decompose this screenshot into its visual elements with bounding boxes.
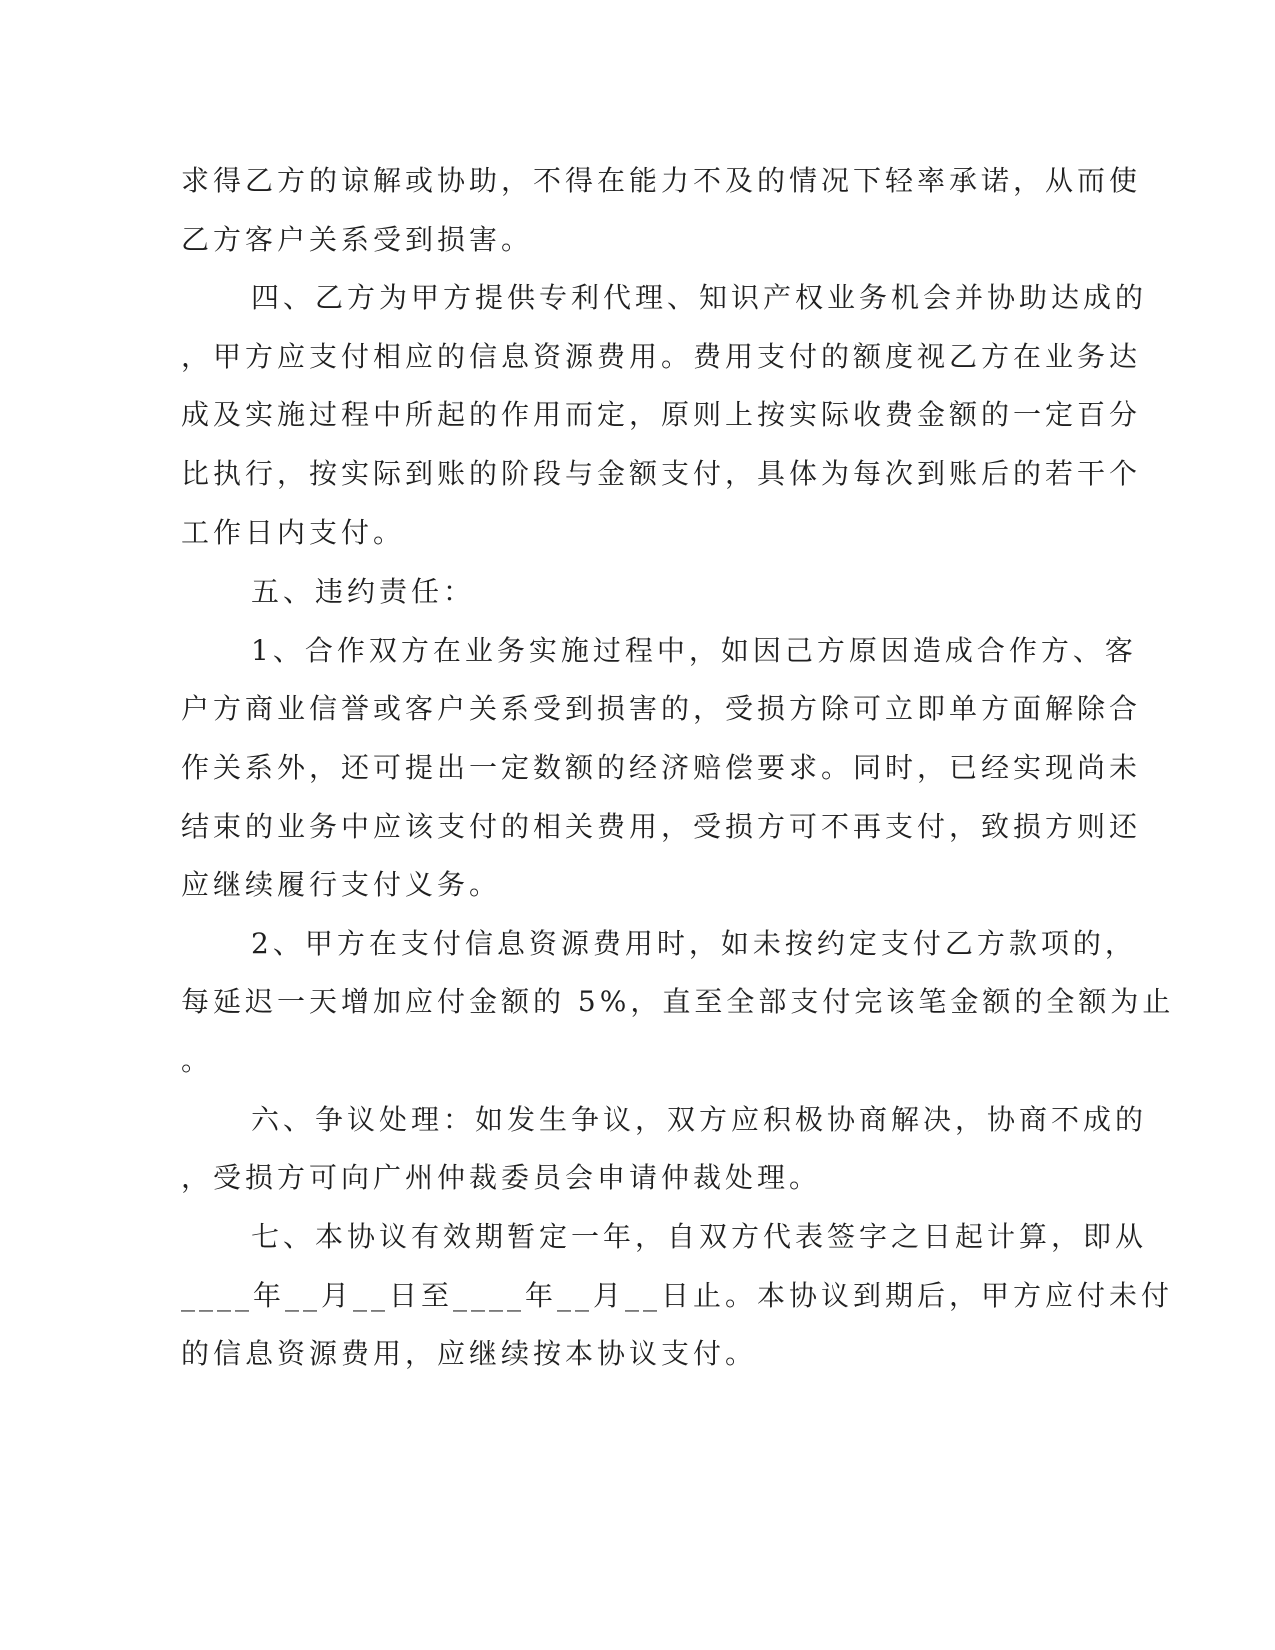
text-line: 工作日内支付。 [181,516,406,549]
text-line: 乙方客户关系受到损害。 [181,223,534,256]
text-line: 结束的业务中应该支付的相关费用，受损方可不再支付，致损方则还 [181,810,1142,843]
paragraph-start-line: 七、本协议有效期暂定一年，自双方代表签字之日起计算，即从 [251,1220,1148,1253]
text-line: 求得乙方的谅解或协助，不得在能力不及的情况下轻率承诺，从而使 [181,164,1142,197]
text-line: 每延迟一天增加应付金额的 5%，直至全部支付完该笔金额的全额为止 [181,985,1175,1018]
paragraph-start-line: 六、争议处理：如发生争议，双方应积极协商解决，协商不成的 [251,1103,1148,1136]
text-line: ____年__月__日至____年__月__日止。本协议到期后，甲方应付未付 [181,1279,1174,1312]
paragraph-start-line: 2、甲方在支付信息资源费用时，如未按约定支付乙方款项的， [251,927,1137,960]
section-heading: 五、违约责任： [251,575,476,608]
text-line: 的信息资源费用，应继续按本协议支付。 [181,1337,758,1370]
text-line: 作关系外，还可提出一定数额的经济赔偿要求。同时，已经实现尚未 [181,751,1142,784]
text-line: 比执行，按实际到账的阶段与金额支付，具体为每次到账后的若干个 [181,457,1142,490]
text-line: 应继续履行支付义务。 [181,868,502,901]
text-line: 成及实施过程中所起的作用而定，原则上按实际收费金额的一定百分 [181,398,1142,431]
text-line: 。 [181,1044,214,1077]
paragraph-start-line: 四、乙方为甲方提供专利代理、知识产权业务机会并协助达成的 [251,281,1148,314]
text-line: 户方商业信誉或客户关系受到损害的，受损方除可立即单方面解除合 [181,692,1142,725]
text-line: ，甲方应支付相应的信息资源费用。费用支付的额度视乙方在业务达 [181,340,1142,373]
paragraph-start-line: 1、合作双方在业务实施过程中，如因己方原因造成合作方、客 [251,634,1137,667]
text-line: ，受损方可向广州仲裁委员会申请仲裁处理。 [181,1161,822,1194]
